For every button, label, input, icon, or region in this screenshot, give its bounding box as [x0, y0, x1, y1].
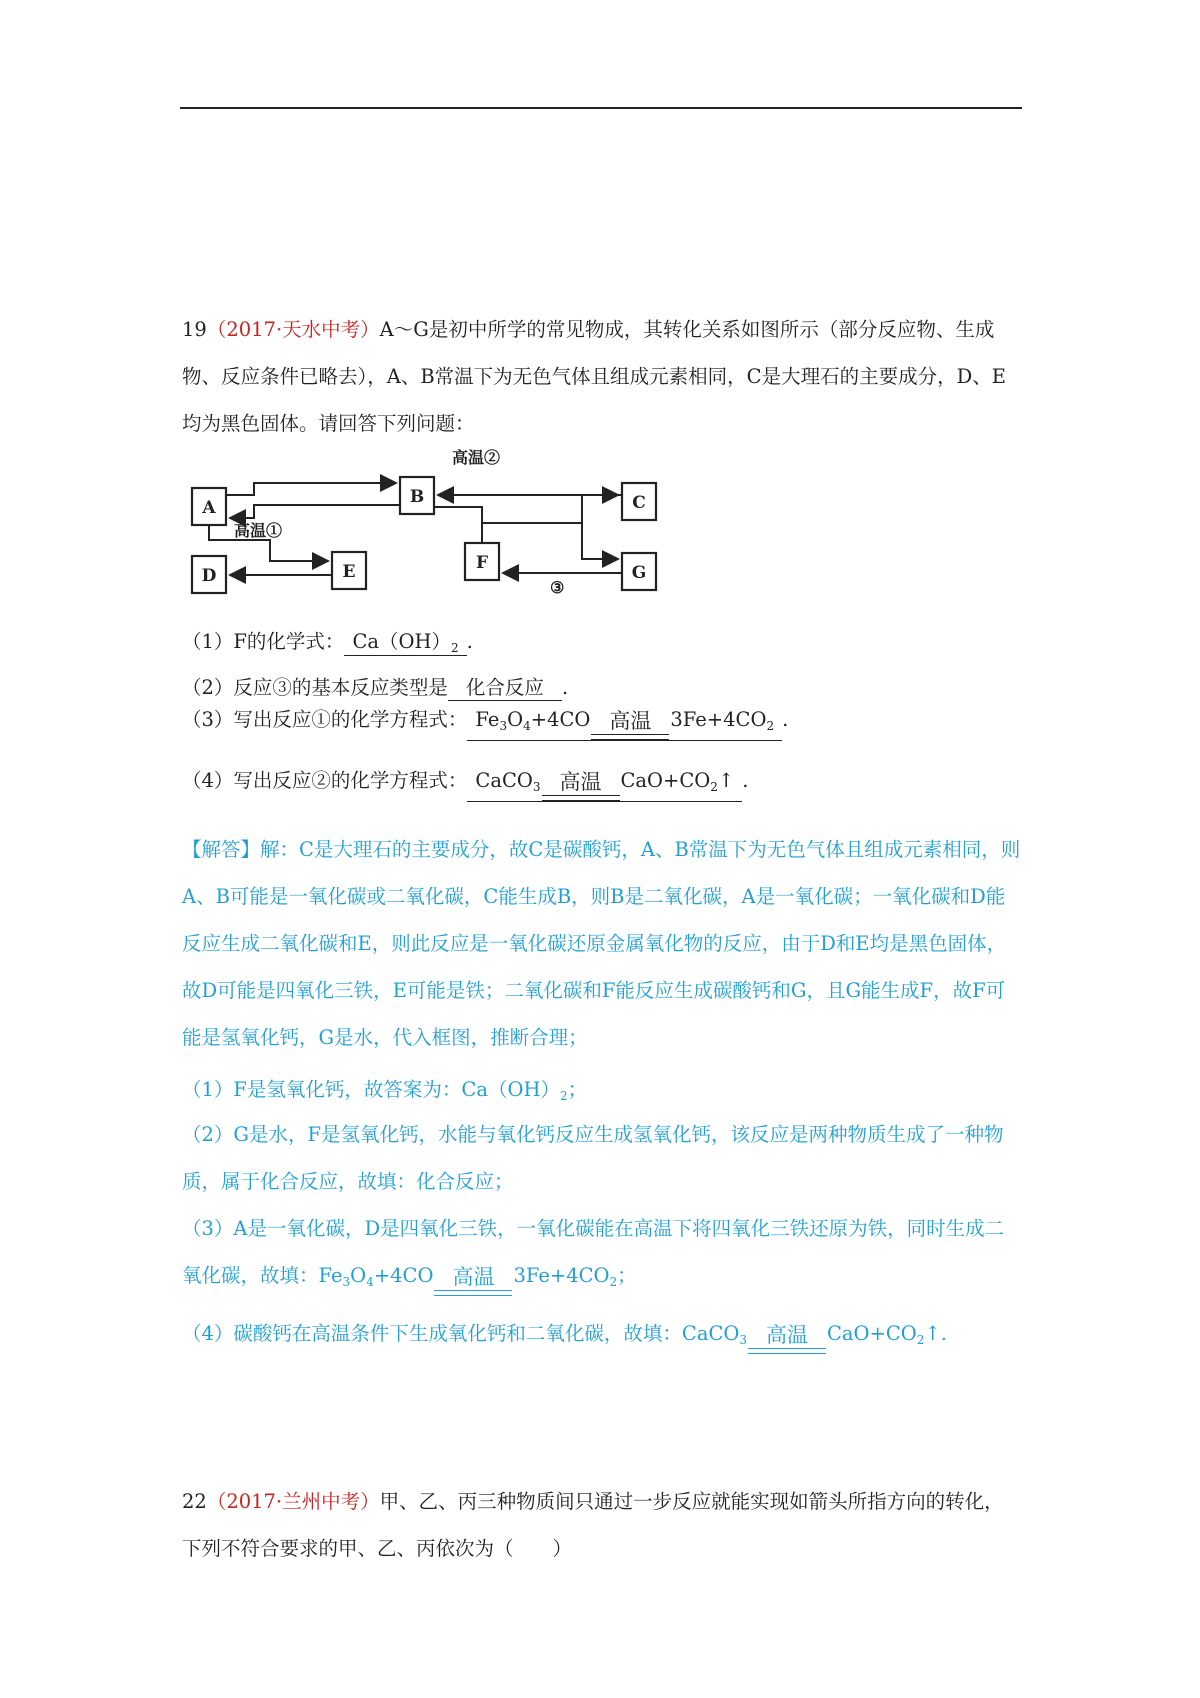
label-reaction-3: ③: [550, 578, 565, 597]
box-d-label: D: [201, 566, 217, 586]
high-temp-condition: 高温: [591, 710, 669, 740]
box-f-label: F: [475, 553, 489, 573]
question-2: （2）反应③的基本反应类型是 化合反应 .: [182, 672, 568, 701]
q19-stem: [182, 306, 1022, 447]
answer-4: CaCO$_3$ 高温 $CaO+CO_2↑$: [467, 769, 742, 802]
solution-1: （1）F是氢氧化钙，故答案为：$Ca(OH)_2$；: [182, 1078, 588, 1103]
q22-stem: [182, 1478, 1022, 1572]
box-c-label: C: [632, 493, 646, 513]
solution-tag: 【解答】: [182, 838, 261, 861]
answer-3: $Fe_3O_4+4CO$ 高温 $3Fe+4CO_2$: [467, 708, 782, 741]
q19-number: 19: [182, 318, 207, 341]
q19-source: （2017·天水中考）: [206, 318, 380, 341]
branch-to-c: [482, 495, 618, 523]
box-e-label: E: [342, 562, 356, 582]
answer-1: $Ca(OH)_2$: [344, 626, 466, 656]
box-b-label: B: [409, 487, 425, 507]
answer-2: 化合反应: [448, 672, 562, 701]
q22-number: 22: [182, 1490, 207, 1513]
q22-source: （2017·兰州中考）: [206, 1490, 380, 1513]
transformation-diagram: [182, 443, 672, 603]
b-f-branch: [434, 507, 482, 543]
question-1: （1）F的化学式： $Ca(OH)_2$ .: [182, 626, 473, 656]
solution-intro: 【解答】解：C是大理石的主要成分，故C是碳酸钙，A、B常温下为无色气体且组成元素相同，则A、B可能是一氧化碳或二氧化碳，C能生成B，则B是二氧化碳，A是一氧化碳；一氧化碳和D能反应生成二氧化碳和E，则此反应是一氧化碳还原金属氧化物的反应，由于D和E均是黑色固体，故D可能是四氧化三铁，E可能是铁；二氧化碳和F能反应生成碳酸钙和G，且G能生成F，故F可能是氢氧化钙，G是水，代入框图，推断合理；: [182, 838, 1021, 1049]
question-3: （3）写出反应①的化学方程式： $Fe_3O_4+4CO$ 高温 $3Fe+4CO_2$ .: [182, 704, 788, 741]
q19-stem-text: A～G是初中所学的常见物成，其转化关系如图所示（部分反应物、生成物、反应条件已略去），A、B常温下为无色气体且组成元素相同，C是大理石的主要成分，D、E均为黑色固体。请回答下列问题：: [182, 318, 1006, 435]
branch-to-g: [582, 523, 618, 559]
solution-2: （2）G是水，F是氢氧化钙，水能与氧化钙反应生成氢氧化钙，该反应是两种物质生成了一种物质，属于化合反应，故填：化合反应；: [182, 1123, 1004, 1193]
solution-4: （4）碳酸钙在高温条件下生成氧化钙和二氧化碳，故填：CaCO$_3$ 高温 $CaO+CO_2↑$.: [182, 1318, 947, 1354]
q22-stem-text: 甲、乙、丙三种物质间只通过一步反应就能实现如箭头所指方向的转化，下列不符合要求的甲、乙、丙依次为（ ）: [182, 1490, 1004, 1560]
header-rule: [180, 107, 1022, 109]
solution-3: （3）A是一氧化碳，D是四氧化三铁，一氧化碳能在高温下将四氧化三铁还原为铁，同时生成二氧化碳，故填：$Fe_3O_4+4CO$ 高温 $3Fe+4CO_2$；: [182, 1205, 1022, 1306]
question-4: （4）写出反应②的化学方程式： CaCO$_3$ 高温 $CaO+CO_2↑$ .: [182, 765, 748, 802]
high-temp-condition: 高温: [542, 771, 620, 801]
label-reaction-2: 高温②: [452, 448, 501, 467]
box-g-label: G: [631, 563, 647, 583]
arrow-b-to-a: [230, 505, 400, 518]
high-temp-condition: 高温: [748, 1324, 826, 1354]
label-reaction-1: 高温①: [234, 521, 283, 540]
high-temp-condition: 高温: [434, 1266, 512, 1296]
box-a-label: A: [202, 498, 216, 518]
arrow-a-to-b: [226, 483, 396, 495]
